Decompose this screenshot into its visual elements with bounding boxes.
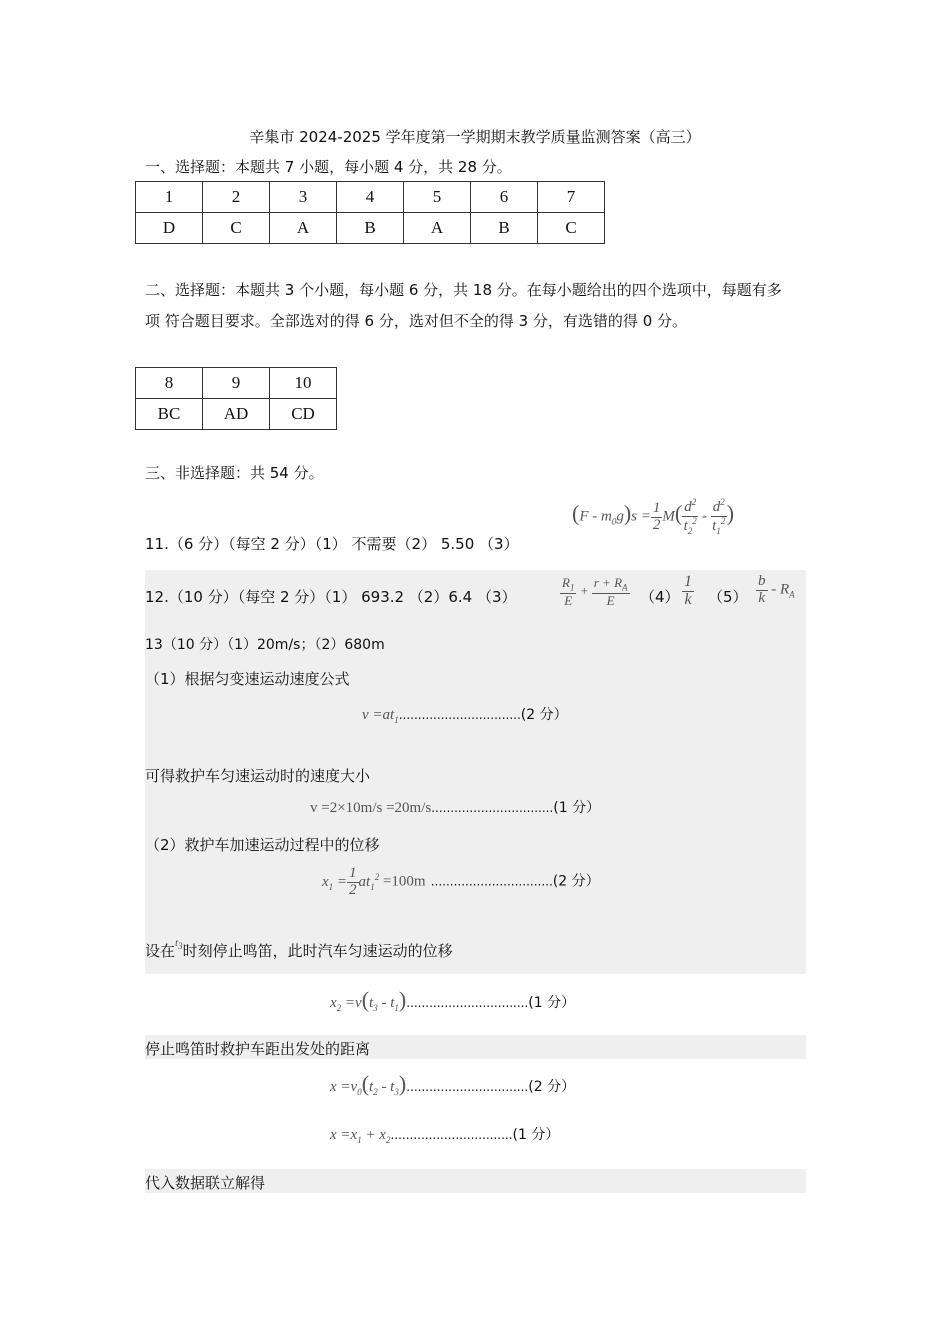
section1-heading: 一、选择题：本题共 7 小题，每小题 4 分，共 28 分。: [145, 158, 512, 176]
table-cell: 6: [471, 182, 538, 213]
q12-part4-formula: $\frac{1}{k}$: [684, 573, 692, 608]
section1-answer-table: [135, 181, 605, 244]
table-cell: 2: [203, 182, 270, 213]
q13-step2: 可得救护车匀速运动时的速度大小: [145, 767, 371, 785]
table-cell: AD: [203, 399, 270, 430]
table-row: [136, 213, 605, 244]
table-cell: B: [471, 213, 538, 244]
q13-step1: （1）根据匀变速运动速度公式: [145, 670, 350, 688]
q12-part5-formula: $\frac{b}{k}$ - $R_A$: [758, 573, 795, 606]
table-cell: 7: [538, 182, 605, 213]
q13-step4: 设在$^{t_3}$时刻停止鸣笛，此时汽车匀速运动的位移: [145, 937, 453, 960]
points-label: (1 分）: [528, 995, 576, 1011]
table-cell: 3: [270, 182, 337, 213]
table-row: [136, 368, 337, 399]
leader-dots: ................................: [431, 801, 554, 815]
section2-answer-table: [135, 367, 337, 430]
page-title: 辛集市 2024-2025 学年度第一学期期末教学质量监测答案（高三）: [249, 128, 701, 146]
section3-heading: 三、非选择题：共 54 分。: [145, 464, 324, 482]
q13-eq5: $x =v_0(t_2 - t_3)................................(2$ 分）: [330, 1071, 576, 1097]
table-cell: C: [203, 213, 270, 244]
table-cell: 8: [136, 368, 203, 399]
section2-heading-line2: 项 符合题目要求。全部选对的得 6 分，选对但不全的得 3 分，有选错的得 0 分。: [145, 312, 688, 330]
leader-dots: ................................: [406, 996, 529, 1010]
table-cell: 9: [203, 368, 270, 399]
table-row: [136, 399, 337, 430]
eq2-text: v =2×10m/s =20m/s: [310, 800, 432, 816]
table-cell: 4: [337, 182, 404, 213]
table-cell: 10: [270, 368, 337, 399]
q13-eq6: $x =x_1 + x_2................................(1$ 分）: [330, 1127, 560, 1145]
q13-step5: 停止鸣笛时救护车距出发处的距离: [145, 1040, 371, 1058]
q12-text: 12.（10 分）（每空 2 分）（1） 693.2 （2）6.4 （3）: [145, 588, 517, 606]
leader-dots: ................................: [398, 708, 521, 722]
q11-formula: $(F - m_0g)s$ = $\frac{1}{2}$ M( $\frac{d^2}{t_2^2}$ - $\frac{d^2}{t_1^2}$ ): [572, 497, 735, 536]
q13-step6: 代入数据联立解得: [145, 1174, 266, 1192]
q12-part5-label: （5）: [708, 588, 748, 606]
table-cell: BC: [136, 399, 203, 430]
points-label: (1 分）: [512, 1127, 560, 1143]
points-label: (1 分）: [553, 800, 601, 816]
step4-pre: 设在: [145, 942, 176, 960]
table-cell: A: [404, 213, 471, 244]
table-cell: D: [136, 213, 203, 244]
table-cell: 5: [404, 182, 471, 213]
q13-eq4: $x_2 =v(t_3 - t_1)................................(1$ 分）: [330, 987, 576, 1013]
table-cell: A: [270, 213, 337, 244]
q13-eq3: $x_1$ = $\frac{1}{2}$ $at_1^2 =100m$ ................................(2 分）: [322, 865, 600, 898]
q13-eq2: [310, 797, 600, 817]
table-cell: CD: [270, 399, 337, 430]
leader-dots: ................................: [406, 1080, 529, 1094]
table-row: [136, 182, 605, 213]
q13-step3: （2）救护车加速运动过程中的位移: [145, 836, 380, 854]
points-label: (2 分）: [528, 1079, 576, 1095]
table-cell: B: [337, 213, 404, 244]
points-label: (2 分）: [552, 873, 600, 890]
q13-header: 13（10 分）（1）20m/s；（2）680m: [145, 637, 385, 653]
section2-heading-line1: 二、选择题：本题共 3 个小题，每小题 6 分，共 18 分。在每小题给出的四个选项中，每题有多: [145, 281, 782, 299]
table-cell: 1: [136, 182, 203, 213]
leader-dots: ................................: [390, 1128, 513, 1142]
q12-part3-formula: $\frac{R_1}{E}$ + $\frac{r + R_A}{E}$: [562, 575, 628, 609]
q13-eq1: $v =at_1................................(2$ 分）: [362, 707, 568, 725]
q12-part4-label: （4）: [640, 588, 680, 606]
leader-dots: ................................: [430, 874, 553, 889]
q11-text: 11.（6 分）（每空 2 分）（1） 不需要（2） 5.50 （3）: [145, 535, 519, 553]
points-label: (2 分）: [520, 707, 568, 723]
table-cell: C: [538, 213, 605, 244]
eq3-tail: =100m: [382, 873, 426, 890]
step4-post: 时刻停止鸣笛，此时汽车匀速运动的位移: [182, 942, 453, 960]
